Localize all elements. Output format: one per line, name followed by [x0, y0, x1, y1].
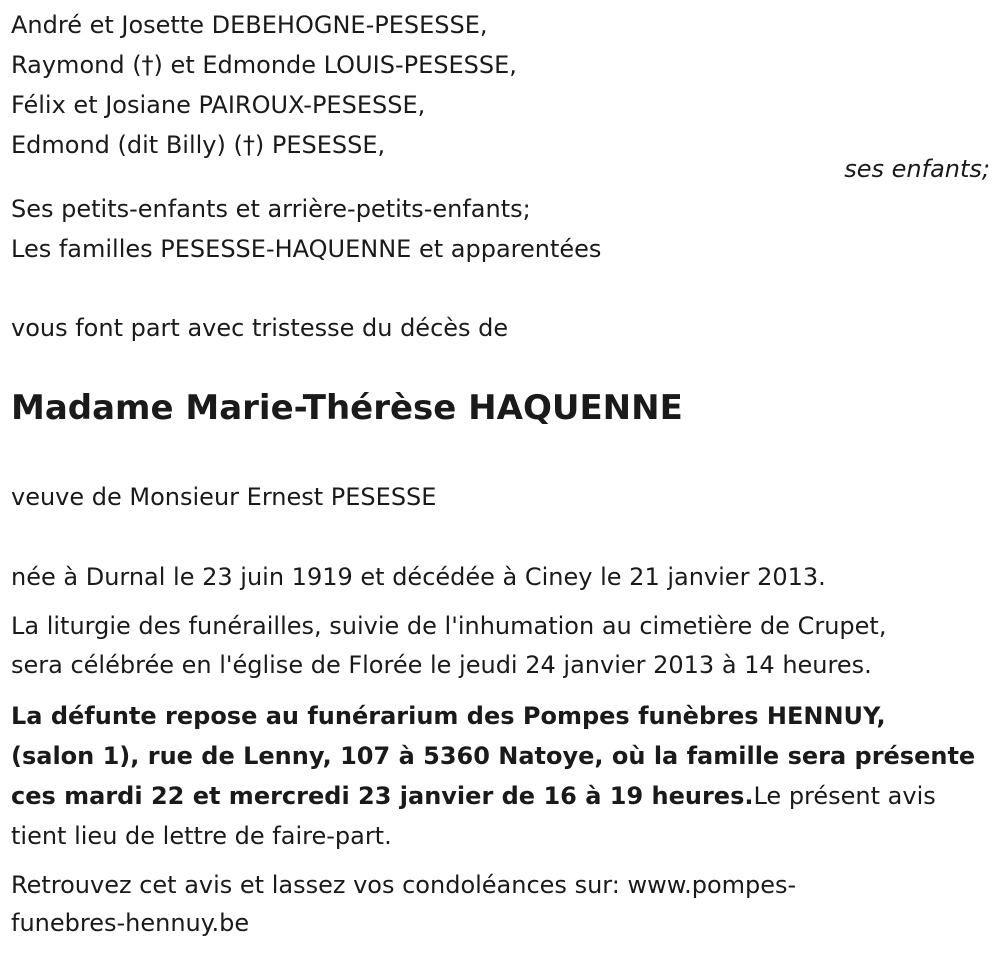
deceased-name: Madame Marie-Thérèse HAQUENNE	[11, 388, 683, 428]
visitation-line-1: La défunte repose au funérarium des Pompes funèbres HENNUY,	[11, 702, 886, 730]
visitation-line-4: tient lieu de lettre de faire-part.	[11, 822, 392, 850]
condolences-line-1: Retrouvez cet avis et lassez vos condoléances sur: www.pompes-	[11, 871, 797, 899]
child-1: André et Josette DEBEHOGNE-PESESSE,	[11, 11, 488, 39]
visitation-line-3	[11, 781, 936, 811]
children-role: ses enfants;	[844, 155, 990, 183]
funeral-line-1: La liturgie des funérailles, suivie de l'inhumation au cimetière de Crupet,	[11, 612, 887, 640]
child-4: Edmond (dit Billy) (†) PESESSE,	[11, 131, 386, 159]
visitation-line-2: (salon 1), rue de Lenny, 107 à 5360 Natoye, où la famille sera présente	[11, 742, 976, 770]
grandchildren: Ses petits-enfants et arrière-petits-enfants;	[11, 195, 531, 223]
child-2: Raymond (†) et Edmonde LOUIS-PESESSE,	[11, 51, 517, 79]
birth-death: née à Durnal le 23 juin 1919 et décédée à Ciney le 21 janvier 2013.	[11, 563, 826, 591]
visitation-hours: ces mardi 22 et mercredi 23 janvier de 16 à 19 heures.	[11, 782, 754, 810]
notice-statement: Le présent avis	[753, 782, 936, 810]
condolences-line-2: funebres-hennuy.be	[11, 909, 250, 937]
child-3: Félix et Josiane PAIROUX-PESESSE,	[11, 91, 426, 119]
widow-of: veuve de Monsieur Ernest PESESSE	[11, 483, 437, 511]
families: Les familles PESESSE-HAQUENNE et apparentées	[11, 235, 602, 263]
announcement: vous font part avec tristesse du décès de	[11, 314, 509, 342]
funeral-line-2: sera célébrée en l'église de Florée le jeudi 24 janvier 2013 à 14 heures.	[11, 651, 872, 679]
